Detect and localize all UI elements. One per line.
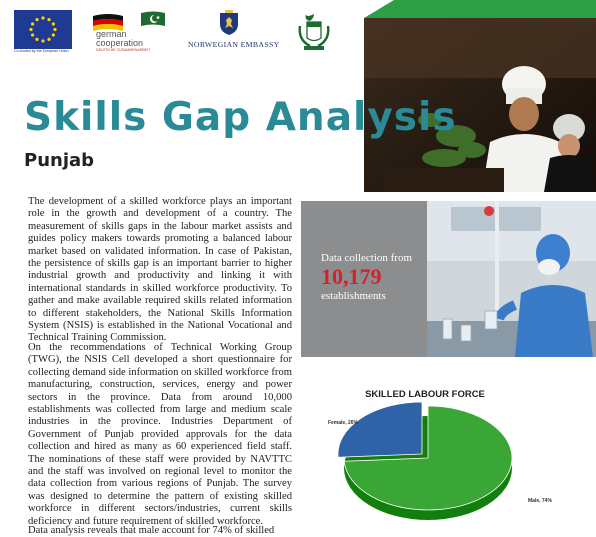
chart-title: SKILLED LABOUR FORCE [365,389,485,400]
findings-paragraph: Data analysis reveals that male account for 74% of skilled [28,525,275,536]
page-title: Skills Gap Analysis [24,95,457,140]
norway-embassy-text: NORWEGIAN EMBASSY [188,40,280,49]
gc-line1: german [96,29,127,39]
eu-caption: Co-funded by the European Union [14,49,69,53]
green-header-band [364,0,596,18]
gc-line2: cooperation [96,38,144,48]
band-corner [364,0,394,18]
stat-value: 10,179 [321,264,382,289]
skilled-labour-pie-chart [300,402,570,532]
pakistan-emblem-icon [296,12,332,52]
pakistan-flag-icon [141,11,165,28]
methodology-paragraph: On the recommendations of Technical Working Group (TWG), the NSIS Cell developed a short questionnaire for collecting demand side information on skilled workforce from manufacturing, construction, services, energy and power sectors in the province. Data from around 10,000 establishments was collected from large and medium scale industries in the province. Industries Department of Government of Punjab provided approvals for the data collection and hired as many as 60 experienced field staff. The nominations of these staff were provided by NAVTTC and the staff was involved on regional level to monitor the data collection from various regions of Punjab. The survey was designed to determine the pattern of existing skilled workforce in different sectors/industries, current skills deficiency and future requirement of skilled workforce. [28,342,292,527]
stat-unit: establishments [321,290,386,302]
stat-label: Data collection from [321,252,413,264]
pie-label-male: Male, 74% [528,498,552,504]
pie-slice-female [338,402,422,457]
norway-crest-icon [218,10,240,36]
pie-label-female: Female, 26% [327,420,358,426]
eu-flag-logo [14,10,72,49]
intro-paragraph: The development of a skilled workforce plays an important role in the growth and development of a country. The measurement of skills gaps in the labour market assists and guides policy makers towards promoting a balanced labour market based on validated information. In case of Pakistan, the persistence of skills gap is an important barrier to higher industrial growth and productivity and linking it with international standards in skilled workforce productivity. To gather and make available required skills related information to different stakeholders, the National Skills Information System (NSIS) is established in the National Vocational and Technical Training Commission. [28,196,292,344]
gc-line3: DEUTSCHE ZUSAMMENARBEIT [96,48,151,52]
page-subtitle: Punjab [24,150,95,171]
